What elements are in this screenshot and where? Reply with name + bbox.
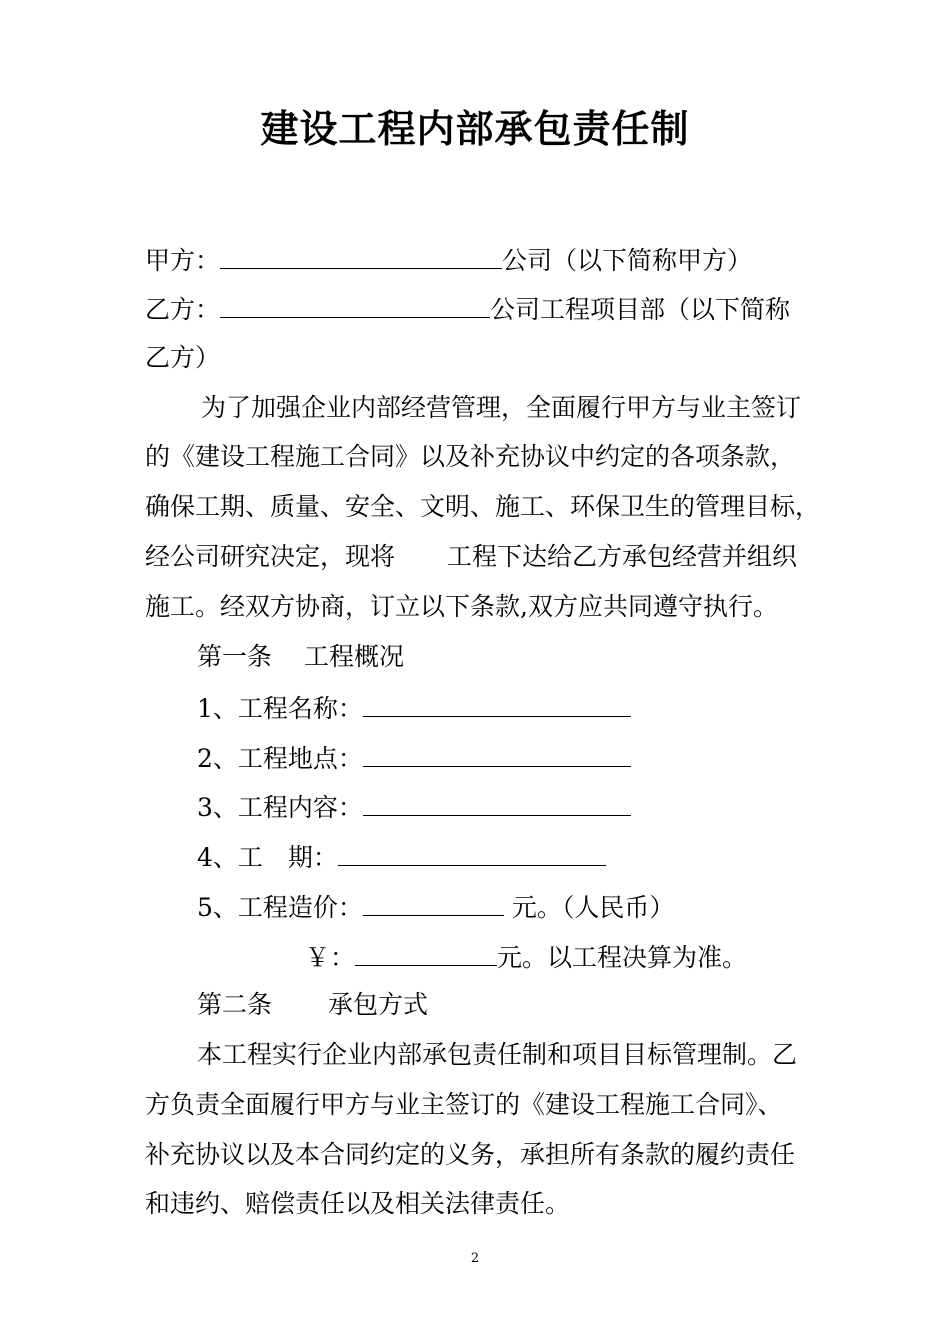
intro-line-5: 施工。经双方协商，订立以下条款,双方应共同遵守执行。: [145, 592, 778, 621]
item-cost-suffix: 元。（人民币）: [503, 893, 675, 922]
item-project-content: [197, 789, 862, 825]
document-title: 建设工程内部承包责任制: [260, 107, 690, 151]
item-cost-yen: [305, 939, 950, 975]
item-project-content-blank: [363, 789, 631, 816]
party-a-label: 甲方：: [145, 246, 221, 275]
intro-line-4a: 经公司研究决定，现将: [145, 542, 396, 571]
article-1-name: 工程概况: [304, 642, 405, 671]
item-cost-blank: [363, 889, 504, 916]
article-2-name: 承包方式: [328, 990, 429, 1019]
article-2-line-3: 补充协议以及本合同约定的义务，承担所有条款的履约责任: [145, 1140, 796, 1169]
article-2-line-2: 方负责全面履行甲方与业主签订的《建设工程施工合同》、: [145, 1090, 783, 1119]
intro-line-4: [145, 540, 810, 574]
item-project-location-blank: [363, 740, 631, 767]
item-duration-label-b: 期：: [287, 843, 338, 872]
item-duration: [197, 839, 862, 875]
item-project-location-label: 2、工程地点：: [197, 744, 363, 773]
article-1-heading: [197, 640, 862, 674]
item-cost-yen-label: ￥：: [305, 943, 356, 972]
intro-line-3: 确保工期、质量、安全、文明、施工、环保卫生的管理目标，: [145, 492, 821, 521]
item-cost-yen-blank: [355, 939, 497, 966]
item-project-name: [197, 690, 862, 726]
article-2-line-1: 本工程实行企业内部承包责任制和项目目标管理制。乙: [197, 1040, 798, 1069]
article-2-line-4: 和违约、赔偿责任以及相关法律责任。: [145, 1189, 571, 1218]
party-a-line: [145, 242, 810, 278]
party-a-blank: [220, 242, 502, 269]
article-2-number: 第二条: [197, 990, 273, 1019]
intro-line-2: 的《建设工程施工合同》以及补充协议中约定的各项条款，: [145, 442, 796, 471]
item-duration-label-a: 4、工: [197, 843, 263, 872]
item-cost: [197, 889, 862, 925]
item-duration-blank: [338, 839, 606, 866]
page-number: 2: [470, 1251, 480, 1266]
party-b-cont: 乙方）: [145, 343, 221, 372]
party-b-suffix: 公司工程项目部（以下简称: [490, 295, 791, 324]
intro-line-4b: 工程下达给乙方承包经营并组织: [447, 542, 798, 571]
item-project-name-blank: [363, 690, 631, 717]
item-project-content-label: 3、工程内容：: [197, 793, 363, 822]
item-cost-label: 5、工程造价：: [197, 893, 363, 922]
party-b-blank: [220, 291, 490, 318]
party-a-suffix: 公司（以下简称甲方）: [502, 246, 753, 275]
item-cost-yen-suffix: 元。以工程决算为准。: [497, 943, 748, 972]
article-1-number: 第一条: [197, 642, 273, 671]
party-b-line: [145, 291, 810, 327]
article-2-heading: [197, 988, 862, 1022]
item-project-location: [197, 740, 862, 776]
party-b-label: 乙方：: [145, 295, 221, 324]
intro-line-1: 为了加强企业内部经营管理，全面履行甲方与业主签订: [201, 393, 802, 422]
item-project-name-label: 1、工程名称：: [197, 694, 363, 723]
